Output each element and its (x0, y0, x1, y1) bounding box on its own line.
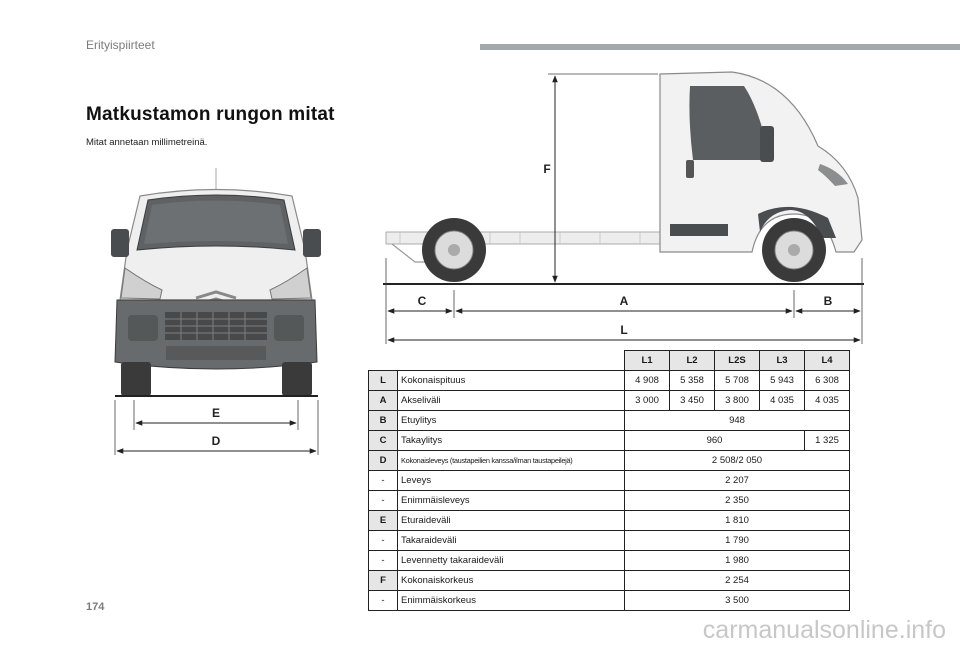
dimension-label-l: L (620, 323, 628, 337)
table-row (369, 451, 850, 471)
row-label: Enimmäiskorkeus (398, 591, 625, 611)
table-row (369, 371, 850, 391)
dimension-label-c: C (417, 294, 427, 308)
side-view-diagram (380, 70, 880, 345)
column-header-l3: L3 (760, 351, 805, 371)
row-label: Leveys (398, 471, 625, 491)
table-row (369, 491, 850, 511)
table-row (369, 391, 850, 411)
table-cell: 3 000 (625, 391, 670, 411)
table-row (369, 531, 850, 551)
row-label: Kokonaisleveys (taustapeilien kanssa/ilman taustapeilejä) (398, 451, 625, 471)
table-cell: 2 508/2 050 (625, 451, 850, 471)
row-label: Enimmäisleveys (398, 491, 625, 511)
dimension-label-e: E (211, 406, 221, 420)
table-row (369, 471, 850, 491)
page-subtitle: Mitat annetaan millimetreinä. (86, 137, 208, 148)
table-cell: 3 500 (625, 591, 850, 611)
table-row (369, 591, 850, 611)
dimension-label-a: A (619, 294, 629, 308)
row-label: Kokonaiskorkeus (398, 571, 625, 591)
row-label: Kokonaispituus (398, 371, 625, 391)
row-code: - (369, 591, 398, 611)
header-bar (480, 44, 960, 50)
row-label: Akseliväli (398, 391, 625, 411)
table-cell: 960 (625, 431, 805, 451)
section-title: Erityispiirteet (86, 38, 155, 52)
column-header-l2: L2 (670, 351, 715, 371)
table-cell: 1 810 (625, 511, 850, 531)
table-cell: 1 790 (625, 531, 850, 551)
table-cell: 5 943 (760, 371, 805, 391)
row-label: Takaraideväli (398, 531, 625, 551)
table-cell: 948 (625, 411, 850, 431)
dimensions-table (368, 350, 850, 611)
row-code: A (369, 391, 398, 411)
table-cell: 4 035 (805, 391, 850, 411)
row-label: Levennetty takaraideväli (398, 551, 625, 571)
table-cell: 5 358 (670, 371, 715, 391)
row-code: B (369, 411, 398, 431)
row-label: Etuylitys (398, 411, 625, 431)
table-header-row (369, 351, 850, 371)
table-cell: 5 708 (715, 371, 760, 391)
row-label: Eturaideväli (398, 511, 625, 531)
row-code: - (369, 551, 398, 571)
table-cell: 4 908 (625, 371, 670, 391)
table-cell: 1 325 (805, 431, 850, 451)
watermark-text: carmanualsonline.info (702, 616, 946, 644)
watermark (0, 616, 960, 645)
table-cell: 2 350 (625, 491, 850, 511)
row-code: D (369, 451, 398, 471)
dimension-label-f: F (543, 162, 551, 176)
dimension-label-b: B (823, 294, 833, 308)
table-row (369, 411, 850, 431)
row-code: E (369, 511, 398, 531)
table-row (369, 551, 850, 571)
row-code: L (369, 371, 398, 391)
page-title: Matkustamon rungon mitat (86, 104, 335, 125)
table-row (369, 511, 850, 531)
column-header-l4: L4 (805, 351, 850, 371)
table-cell: 2 254 (625, 571, 850, 591)
row-code: C (369, 431, 398, 451)
table-cell: 4 035 (760, 391, 805, 411)
column-header-l1: L1 (625, 351, 670, 371)
table-cell: 3 450 (670, 391, 715, 411)
row-code: F (369, 571, 398, 591)
table-cell: 2 207 (625, 471, 850, 491)
table-cell: 1 980 (625, 551, 850, 571)
row-code: - (369, 471, 398, 491)
page-number: 174 (86, 601, 105, 613)
dimension-label-d: D (211, 434, 221, 448)
row-code: - (369, 531, 398, 551)
table-row (369, 571, 850, 591)
column-header-l2s: L2S (715, 351, 760, 371)
table-cell: 3 800 (715, 391, 760, 411)
table-row (369, 431, 850, 451)
row-code: - (369, 491, 398, 511)
row-label: Takaylitys (398, 431, 625, 451)
front-view-diagram (100, 160, 340, 460)
table-cell: 6 308 (805, 371, 850, 391)
